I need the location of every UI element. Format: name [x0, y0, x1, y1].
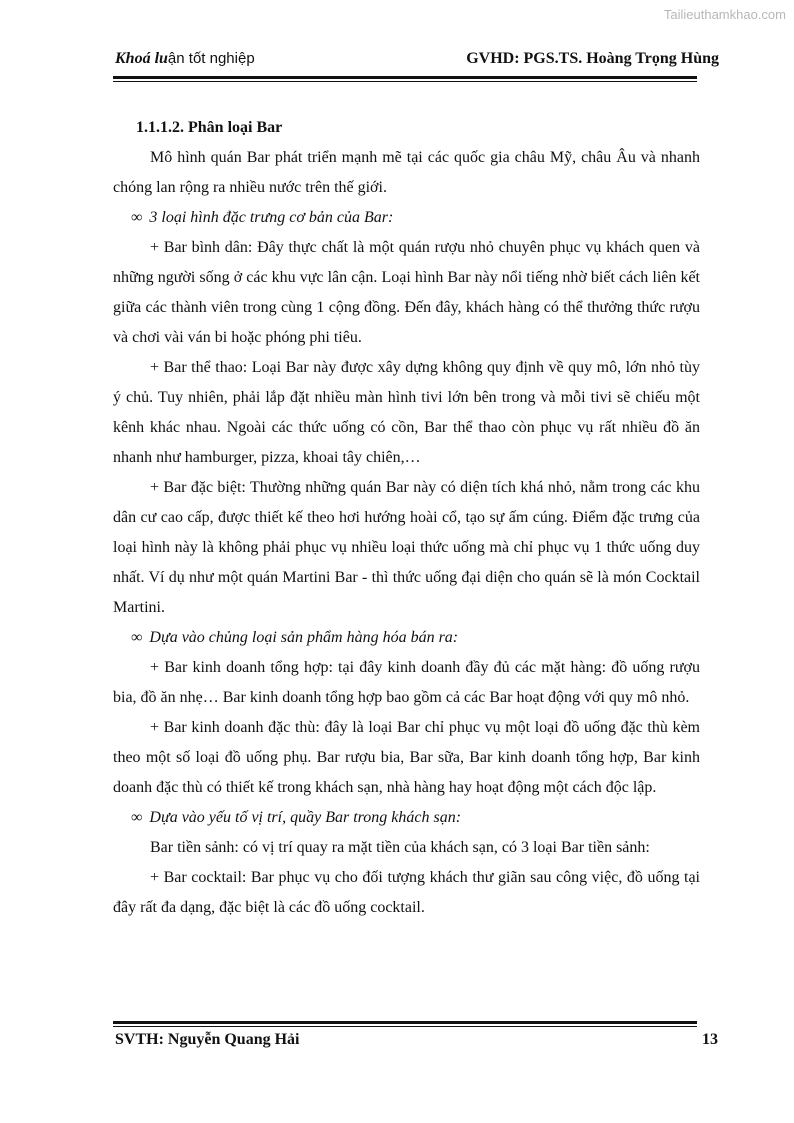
paragraph-6: Bar tiền sảnh: có vị trí quay ra mặt tiền của khách sạn, có 3 loại Bar tiền sảnh: [150, 839, 650, 856]
bullet-heading-3 [113, 803, 700, 833]
bullet-heading-2 [113, 623, 700, 653]
footer-rule-thick [113, 1021, 697, 1024]
header-right: GVHD: PGS.TS. Hoàng Trọng Hùng [466, 50, 719, 67]
paragraph-7: + Bar cocktail: Bar phục vụ cho đối tượng khách thư giãn sau công việc, đồ uống tại đây rất đa dạng, đặc biệt là các đồ uống cocktail. [113, 869, 700, 916]
header-left [115, 50, 255, 68]
paragraph-3: + Bar đặc biệt: Thường những quán Bar này có diện tích khá nhỏ, nằm trong các khu dân cư cao cấp, được thiết kế theo hơi hướng hoài cổ, tạo sự ấm cúng. Điểm đặc trưng của loại hình này là không phải phục vụ nhiều loại thức uống mà chỉ phục vụ 1 thức uống duy nhất. Ví dụ như một quán Martini Bar - thì thức uống đại diện cho quán sẽ là món Cocktail Martini. [113, 479, 700, 616]
infinity-bullet-icon: ∞ [131, 809, 143, 826]
paragraph-5: + Bar kinh doanh đặc thù: đây là loại Bar chỉ phục vụ một loại đồ uống đặc thù kèm theo một số loại đồ uống phụ. Bar rượu bia, Bar sữa, Bar kinh doanh tổng hợp, Bar kinh doanh đặc thù có thiết kế trong khách sạn, nhà hàng hay hoạt động một cách độc lập. [113, 719, 700, 796]
bullet-text-3: Dựa vào yếu tố vị trí, quầy Bar trong khách sạn: [149, 809, 462, 826]
intro-paragraph: Mô hình quán Bar phát triển mạnh mẽ tại các quốc gia châu Mỹ, châu Âu và nhanh chóng lan rộng ra nhiều nước trên thế giới. [113, 149, 700, 196]
paragraph-1: + Bar bình dân: Đây thực chất là một quán rượu nhỏ chuyên phục vụ khách quen và những người sống ở các khu vực lân cận. Loại hình Bar này nổi tiếng nhờ biết cách liên kết giữa các thành viên trong cùng 1 cộng đồng. Đến đây, khách hàng có thể thưởng thức rượu và chơi vài ván bi hoặc phóng phi tiêu. [113, 239, 700, 346]
page-header [115, 50, 719, 72]
header-rule-thin [113, 81, 697, 82]
header-rule-thick [113, 76, 697, 79]
header-left-italic: Khoá lu [115, 50, 168, 67]
watermark-text: Tailieuthamkhao.com [663, 7, 786, 22]
footer-rule-thin [113, 1026, 697, 1027]
header-left-rest: ận tốt nghiệp [167, 50, 255, 67]
document-body [113, 113, 700, 923]
infinity-bullet-icon: ∞ [131, 209, 143, 226]
bullet-text-1: 3 loại hình đặc trưng cơ bản của Bar: [149, 209, 394, 226]
infinity-bullet-icon: ∞ [131, 629, 143, 646]
page-number: 13 [702, 1031, 718, 1048]
bullet-text-2: Dựa vào chủng loại sản phẩm hàng hóa bán ra: [149, 629, 459, 646]
footer-author: SVTH: Nguyễn Quang Hải [115, 1031, 300, 1048]
paragraph-4: + Bar kinh doanh tổng hợp: tại đây kinh doanh đầy đủ các mặt hàng: đồ uống rượu bia, đồ ăn nhẹ… Bar kinh doanh tổng hợp bao gồm cả các Bar hoạt động với quy mô nhỏ. [113, 659, 700, 706]
section-title: 1.1.1.2. Phân loại Bar [136, 119, 283, 136]
bullet-heading-1 [113, 203, 700, 233]
paragraph-2: + Bar thể thao: Loại Bar này được xây dựng không quy định về quy mô, lớn nhỏ tùy ý chủ. Tuy nhiên, phải lắp đặt nhiều màn hình tivi lớn bên trong và mỗi tivi sẽ chiếu một kênh khác nhau. Ngoài các thức uống có cồn, Bar thể thao còn phục vụ rất nhiều đồ ăn nhanh như hamburger, pizza, khoai tây chiên,… [113, 359, 700, 466]
